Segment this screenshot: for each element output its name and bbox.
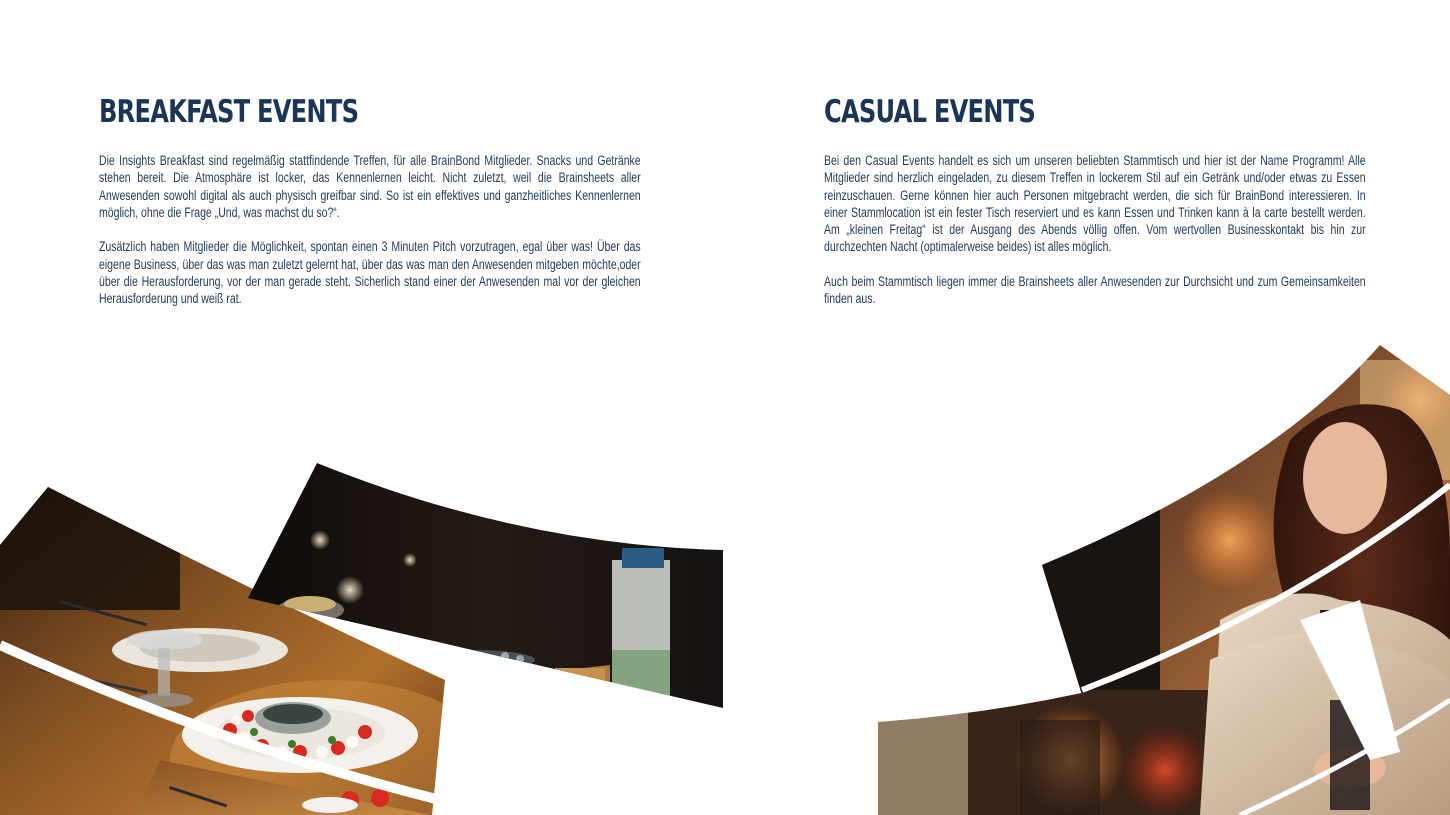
casual-paragraph-2: Auch beim Stammtisch liegen immer die Brainsheets aller Anwesenden zur Durchsicht und zum Gemeinsamkeiten finden aus. xyxy=(824,274,1366,307)
breakfast-paragraph-1: Die Insights Breakfast sind regelmäßig stattfindende Treffen, für alle BrainBond Mitglieder. Snacks und Getränke stehen bereit. Die Atmosphäre ist locker, das Kennenlernen leicht. Nicht zuletzt, weil die Brainsheets aller Anwesenden sowohl digital als auch physisch greifbar sind. So ist ein effektives und ganzheitliches Kennenlernen möglich, ohne die Frage „Und, was machst du so?“. xyxy=(99,153,641,220)
breakfast-paragraph-2: Zusätzlich haben Mitglieder die Möglichkeit, spontan einen 3 Minuten Pitch vorzutragen, egal über was! Über das eigene Business, über das was man zuletzt gelernt hat, über das was man den Anwesenden mitgeben möchte,oder über die Herausforderung, vor der man gerade steht. Sicherlich stand einer der Anwesenden mal vor der gleichen Herausforderung und weiß rat. xyxy=(99,239,641,307)
casual-photo xyxy=(878,340,1450,815)
casual-paragraph-1: Bei den Casual Events handelt es sich um unseren beliebten Stammtisch und hier ist der Name Programm! Alle Mitglieder sind herzlich eingeladen, zu diesem Treffen in lockerem Stil auf ein Getränk und/oder etwas zu Essen reinzuschauen. Gerne können hier auch Personen mitgebracht werden, die sich für BrainBond interessieren. In einer Stammlocation ist ein fester Tisch reserviert und es kann Essen und Trinken kann à la carte bestellt werden. Am „kleinen Freitag“ ist der Ausgang des Abends völlig offen. Vom wertvollen Businesskontakt bis hin zur durchzechten Nacht (optimalerweise beides) ist alles möglich. xyxy=(824,153,1366,255)
casual-events-heading: CASUAL EVENTS xyxy=(824,94,1036,130)
breakfast-events-heading: BREAKFAST EVENTS xyxy=(99,94,359,130)
